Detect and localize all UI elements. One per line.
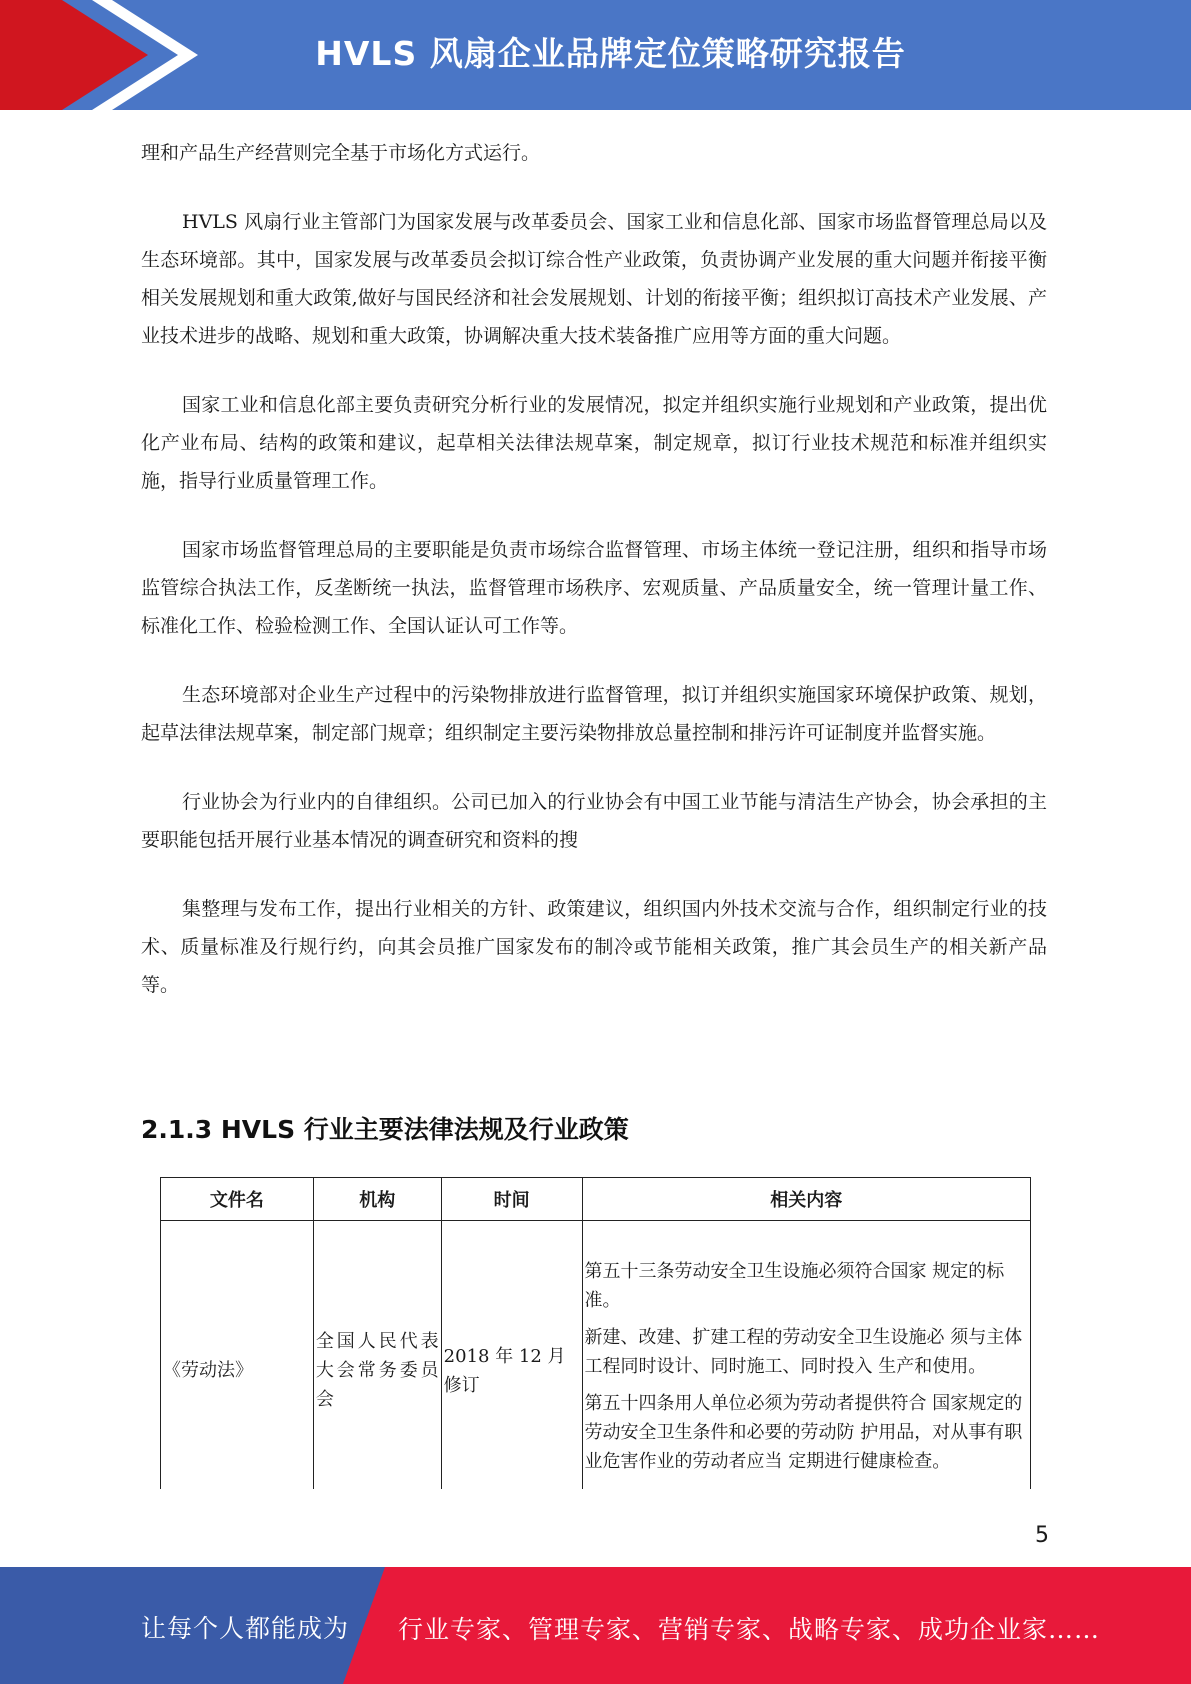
cell-name: 《劳动法》 — [161, 1221, 314, 1490]
section-heading: 2.1.3 HVLS 行业主要法律法规及行业政策 — [141, 1115, 629, 1144]
law-table-container — [160, 1177, 1031, 1489]
law-table — [160, 1177, 1031, 1489]
page-footer — [0, 1567, 1191, 1684]
paragraph: 行业协会为行业内的自律组织。公司已加入的行业协会有中国工业节能与清洁生产协会，协会承担的主要职能包括开展行业基本情况的调查研究和资料的搜 — [141, 791, 1047, 851]
page-number: 5 — [1035, 1523, 1049, 1548]
table-header-row — [161, 1178, 1031, 1221]
column-header-content: 相关内容 — [582, 1178, 1030, 1221]
footer-slogan-right: 行业专家、管理专家、营销专家、战略专家、成功企业家…… — [398, 1615, 1101, 1644]
footer-slogan-left: 让每个人都能成为 — [141, 1614, 350, 1643]
body-text — [141, 134, 1047, 1035]
header-title: HVLS 风扇企业品牌定位策略研究报告 — [315, 34, 906, 73]
paragraph: 国家工业和信息化部主要负责研究分析行业的发展情况，拟定并组织实施行业规划和产业政策，提出优化产业布局、结构的政策和建议，起草相关法律法规草案，制定规章，拟订行业技术规范和标准并组织实施，指导行业质量管理工作。 — [141, 394, 1047, 492]
content-item: 新建、改建、扩建工程的劳动安全卫生设施必 须与主体工程同时设计、同时施工、同时投入 生产和使用。 — [584, 1327, 1023, 1377]
column-header-name: 文件名 — [161, 1178, 314, 1221]
column-header-time: 时间 — [441, 1178, 582, 1221]
cell-org: 全国人民代表大会常务委员会 — [313, 1221, 441, 1490]
paragraph: 理和产品生产经营则完全基于市场化方式运行。 — [141, 142, 541, 164]
cell-time: 2018 年 12 月修订 — [441, 1221, 582, 1490]
column-header-org: 机构 — [313, 1178, 441, 1221]
content-item: 第五十三条劳动安全卫生设施必须符合国家 规定的标准。 — [584, 1261, 1005, 1311]
paragraph: 国家市场监督管理总局的主要职能是负责市场综合监督管理、市场主体统一登记注册，组织和指导市场监管综合执法工作，反垄断统一执法，监督管理市场秩序、宏观质量、产品质量安全，统一管理计量工作、标准化工作、检验检测工作、全国认证认可工作等。 — [141, 539, 1047, 637]
paragraph: HVLS 风扇行业主管部门为国家发展与改革委员会、国家工业和信息化部、国家市场监督管理总局以及生态环境部。其中，国家发展与改革委员会拟订综合性产业政策，负责协调产业发展的重大问题并衔接平衡相关发展规划和重大政策,做好与国民经济和社会发展规划、计划的衔接平衡；组织拟订高技术产业发展、产业技术进步的战略、规划和重大政策，协调解决重大技术装备推广应用等方面的重大问题。 — [141, 211, 1047, 347]
paragraph: 生态环境部对企业生产过程中的污染物排放进行监督管理，拟订并组织实施国家环境保护政策、规划，起草法律法规草案，制定部门规章；组织制定主要污染物排放总量控制和排污许可证制度并监督实施。 — [141, 684, 1047, 744]
table-row — [161, 1221, 1031, 1490]
paragraph: 集整理与发布工作，提出行业相关的方针、政策建议，组织国内外技术交流与合作，组织制定行业的技术、质量标准及行规行约，向其会员推广国家发布的制冷或节能相关政策，推广其会员生产的相关新产品等。 — [141, 898, 1047, 996]
cell-content — [582, 1221, 1030, 1490]
page-header — [0, 0, 1191, 110]
content-item: 第五十四条用人单位必须为劳动者提供符合 国家规定的劳动安全卫生条件和必要的劳动防 护用品，对从事有职业危害作业的劳动者应当 定期进行健康检查。 — [584, 1393, 1023, 1472]
